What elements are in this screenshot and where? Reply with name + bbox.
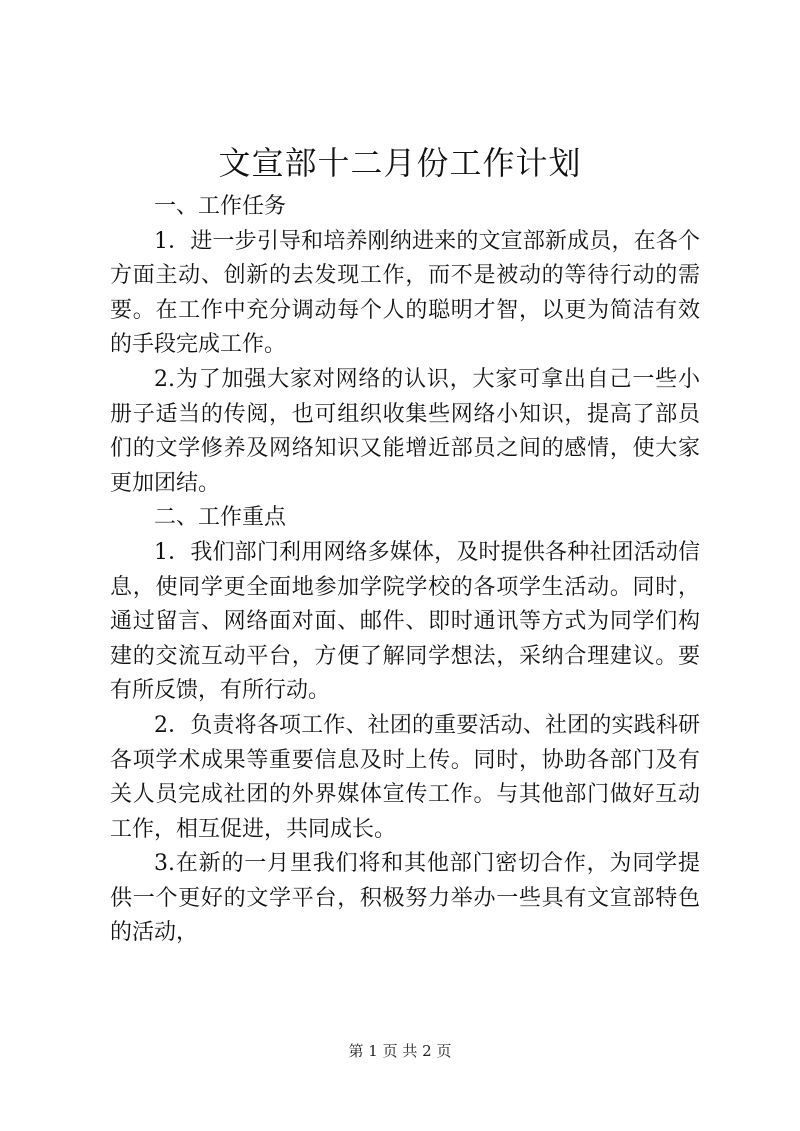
page-number-footer: 第 1 页 共 2 页 xyxy=(348,1042,452,1060)
section-heading-focus: 二、工作重点 xyxy=(154,505,287,531)
focus-paragraph-1: 1．我们部门利用网络多媒体，及时提供各种社团活动信息，使同学更全面地参加学院学校的各项学生活动。同时，通过留言、网络面对面、邮件、即时通讯等方式为同学们构建的交流互动平台，方便了解同学想法，采纳合理建议。要有所反馈，有所行动。 xyxy=(110,539,700,704)
section-heading-tasks: 一、工作任务 xyxy=(154,194,287,219)
task-paragraph-2: 2.为了加强大家对网络的认识，大家可拿出自己一些小册子适当的传阅，也可组织收集些网络小知识，提高了部员们的文学修养及网络知识又能增近部员之间的感情，使大家更加团结。 xyxy=(110,366,700,496)
document-body xyxy=(110,190,700,951)
task-paragraph-1: 1．进一步引导和培养刚纳进来的文宣部新成员，在各个方面主动、创新的去发现工作，而不是被动的等待行动的需要。在工作中充分调动每个人的聪明才智，以更为简洁有效的手段完成工作。 xyxy=(110,228,700,358)
focus-paragraph-3: 3.在新的一月里我们将和其他部门密切合作，为同学提供一个更好的文学平台，积极努力举办一些具有文宣部特色的活动， xyxy=(110,851,700,946)
focus-paragraph-2: 2．负责将各项工作、社团的重要活动、社团的实践科研各项学术成果等重要信息及时上传。同时，协助各部门及有关人员完成社团的外界媒体宣传工作。与其他部门做好互动工作，相互促进，共同成长。 xyxy=(110,712,700,842)
document-title: 文宣部十二月份工作计划 xyxy=(218,144,582,182)
